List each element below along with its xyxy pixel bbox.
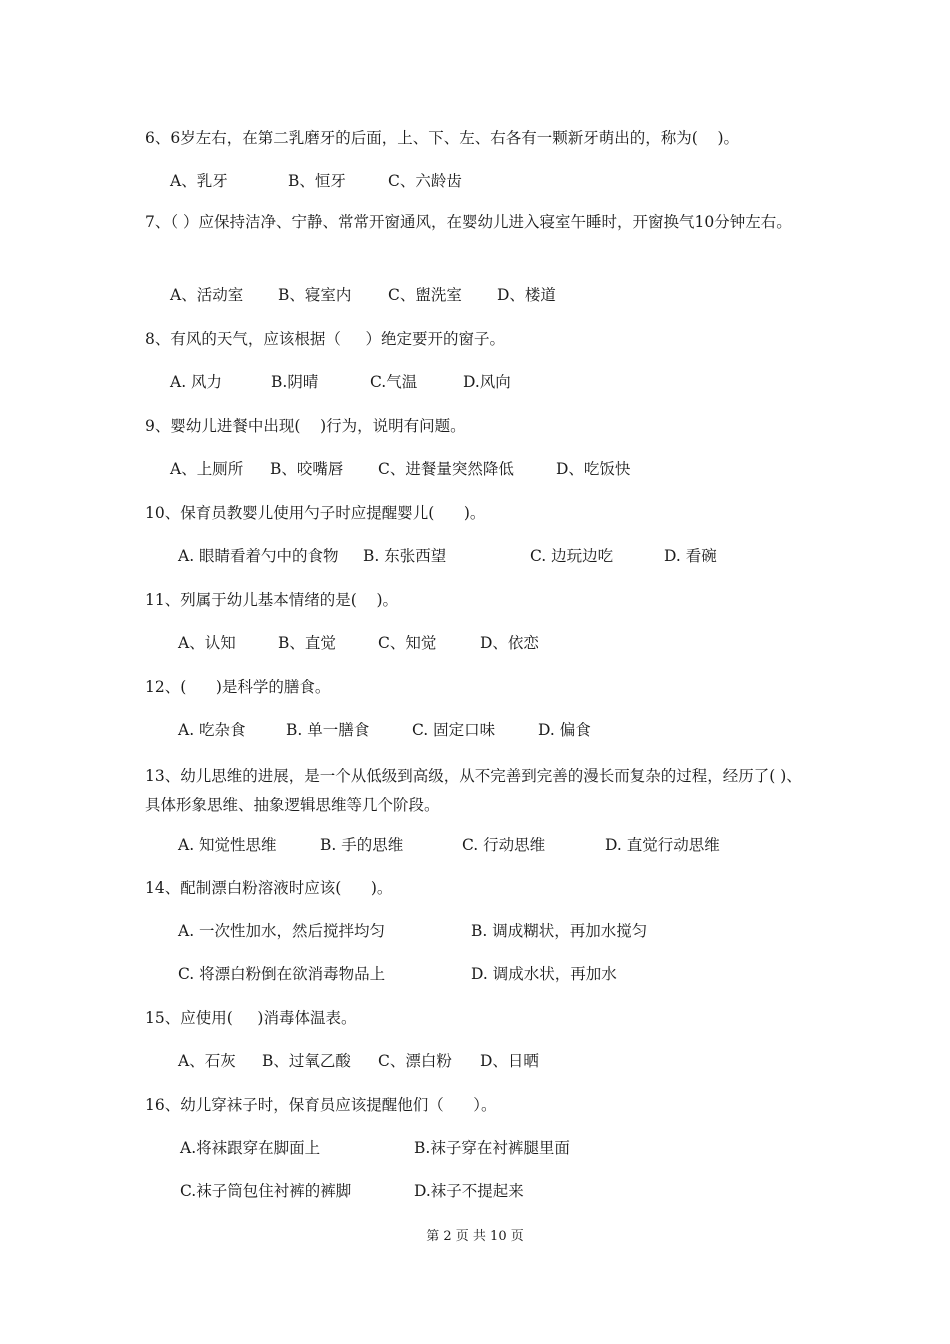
option-9-d: D、吃饭快 (556, 460, 631, 478)
option-10-a: A. 眼睛看着勺中的食物 (178, 547, 339, 565)
option-15-b: B、过氧乙酸 (262, 1052, 351, 1070)
page-number-footer: 第 2 页 共 10 页 (426, 1229, 524, 1244)
option-15-d: D、日晒 (480, 1052, 539, 1070)
option-15-a: A、石灰 (178, 1052, 236, 1070)
option-6-c: C、六龄齿 (388, 172, 462, 190)
question-16: 16、幼儿穿袜子时，保育员应该提醒他们（ ）。 (145, 1096, 497, 1114)
option-13-a: A. 知觉性思维 (178, 836, 277, 854)
option-7-b: B、寝室内 (278, 286, 352, 304)
option-12-c: C. 固定口味 (412, 721, 496, 739)
option-9-a: A、上厕所 (170, 460, 244, 478)
option-8-d: D.风向 (463, 373, 511, 391)
option-16-c: C.袜子筒包住衬裤的裤脚 (180, 1182, 352, 1200)
question-10: 10、保育员教婴儿使用勺子时应提醒婴儿( )。 (145, 504, 486, 522)
option-6-a: A、乳牙 (170, 172, 228, 190)
question-13: 13、幼儿思维的进展，是一个从低级到高级，从不完善到完善的漫长而复杂的过程，经历了( )、具体形象思维、抽象逻辑思维等几个阶段。 (145, 767, 802, 814)
option-12-a: A. 吃杂食 (178, 721, 246, 739)
option-11-b: B、直觉 (278, 634, 336, 652)
option-7-c: C、盥洗室 (388, 286, 462, 304)
option-9-c: C、进餐量突然降低 (378, 460, 514, 478)
option-9-b: B、咬嘴唇 (270, 460, 344, 478)
option-13-b: B. 手的思维 (320, 836, 404, 854)
option-8-b: B.阴晴 (271, 373, 319, 391)
option-14-b: B. 调成糊状，再加水搅匀 (471, 922, 648, 940)
option-7-d: D、楼道 (497, 286, 556, 304)
option-11-a: A、认知 (178, 634, 236, 652)
question-14: 14、配制漂白粉溶液时应该( )。 (145, 879, 393, 897)
option-16-a: A.将袜跟穿在脚面上 (180, 1139, 321, 1157)
option-10-b: B. 东张西望 (363, 547, 447, 565)
question-15: 15、应使用( )消毒体温表。 (145, 1009, 357, 1027)
question-7: 7、（ ）应保持洁净、宁静、常常开窗通风，在婴幼儿进入寝室午睡时，开窗换气10分钟左右。 (145, 213, 792, 231)
option-16-b: B.袜子穿在衬裤腿里面 (414, 1139, 570, 1157)
option-14-d: D. 调成水状，再加水 (471, 965, 617, 983)
question-6: 6、6岁左右，在第二乳磨牙的后面，上、下、左、右各有一颗新牙萌出的，称为( )。 (145, 129, 740, 147)
option-6-b: B、恒牙 (288, 172, 346, 190)
option-8-c: C.气温 (370, 373, 418, 391)
question-9: 9、婴幼儿进餐中出现( )行为，说明有问题。 (145, 417, 466, 435)
option-10-d: D. 看碗 (664, 547, 717, 565)
option-14-a: A. 一次性加水，然后搅拌均匀 (178, 922, 386, 940)
option-15-c: C、漂白粉 (378, 1052, 452, 1070)
option-11-d: D、依恋 (480, 634, 539, 652)
question-12: 12、( )是科学的膳食。 (145, 678, 331, 696)
option-12-d: D. 偏食 (538, 721, 591, 739)
option-13-d: D. 直觉行动思维 (605, 836, 720, 854)
option-14-c: C. 将漂白粉倒在欲消毒物品上 (178, 965, 386, 983)
option-16-d: D.袜子不提起来 (414, 1182, 524, 1200)
option-12-b: B. 单一膳食 (286, 721, 370, 739)
question-11: 11、列属于幼儿基本情绪的是( )。 (145, 591, 399, 609)
option-7-a: A、活动室 (170, 286, 244, 304)
option-13-c: C. 行动思维 (462, 836, 546, 854)
option-8-a: A. 风力 (170, 373, 223, 391)
option-10-c: C. 边玩边吃 (530, 547, 614, 565)
option-11-c: C、知觉 (378, 634, 437, 652)
question-8: 8、有风的天气，应该根据（ ）绝定要开的窗子。 (145, 330, 505, 348)
